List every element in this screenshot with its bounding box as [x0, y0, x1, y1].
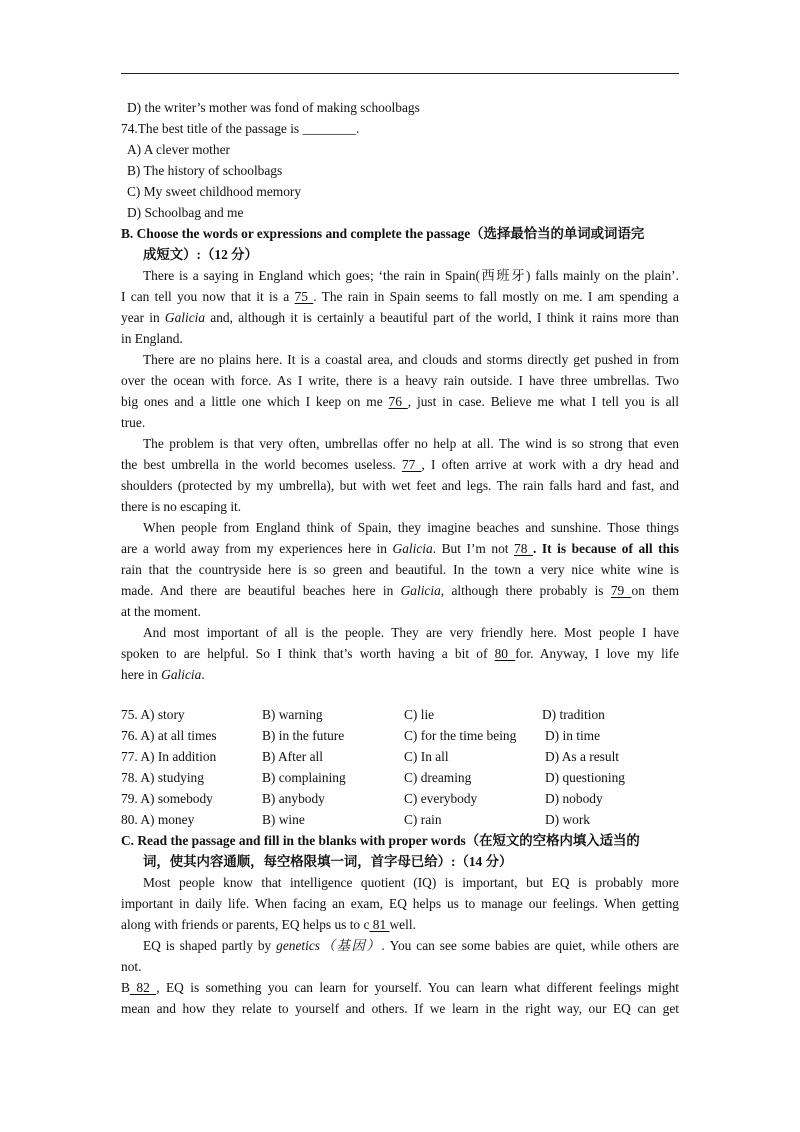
b-p3-line4: there is no escaping it. — [121, 499, 242, 514]
choice-row-78: 78. A) studying B) complaining C) dreaming D) questioning — [121, 770, 625, 785]
blank-80: 80 — [494, 646, 516, 661]
b-p1-line4: in England. — [121, 331, 183, 346]
c-p3-line2: mean and how they relate to yourself and others. If we learn in the right way, our EQ can get — [121, 1001, 679, 1016]
q74-option-c: C) My sweet childhood memory — [127, 184, 302, 199]
q74-option-b: B) The history of schoolbags — [127, 163, 283, 178]
b-p3-line3: shoulders (protected by my umbrella), but with wet feet and legs. The rain falls hard and fast, and — [121, 478, 679, 493]
b-p2-line4: true. — [121, 415, 146, 430]
q74-option-a: A) A clever mother — [127, 142, 230, 157]
blank-75: 75 — [294, 289, 314, 304]
section-b-heading: B. Choose the words or expressions and complete the passage（选择最恰当的单词或词语完 — [121, 226, 645, 241]
section-c-heading: C. Read the passage and fill in the blanks with proper words（在短文的空格内填入适当的 — [121, 833, 640, 848]
q74-option-d: D) Schoolbag and me — [127, 205, 244, 220]
choice-row-77: 77. A) In addition B) After all C) In all D) As a result — [121, 749, 620, 764]
blank-76: 76 — [388, 394, 408, 409]
c-p1-line3: along with friends or parents, EQ helps us to c 81 well. — [121, 917, 416, 932]
blank-77: 77 — [401, 457, 422, 472]
c-p3-line1: B 82 , EQ is something you can learn for yourself. You can learn what different feelings might — [121, 980, 679, 995]
exam-page — [121, 97, 679, 1019]
c-p1-line1: Most people know that intelligence quotient (IQ) is important, but EQ is probably more — [143, 875, 679, 890]
c-p2-line2: not. — [121, 959, 142, 974]
b-p1-line2: I can tell you now that it is a 75 . The rain in Spain seems to fall mostly on me. I am spending a — [121, 289, 679, 304]
header-rule — [121, 73, 679, 74]
c-p1-line2: important in daily life. When facing an exam, EQ helps us to manage our feelings. When getting — [121, 896, 679, 911]
b-p4-line2: are a world away from my experiences here in Galicia. But I’m not 78 . It is because of all this — [121, 541, 680, 556]
blank-82: 82 — [129, 980, 157, 995]
b-p1-line3: year in Galicia and, although it is certainly a beautiful part of the world, I think it rains more than — [121, 310, 680, 325]
b-p5-line3: here in Galicia. — [121, 667, 205, 682]
b-p4-line4: made. And there are beautiful beaches here in Galicia, although there probably is 79 on them — [121, 583, 679, 598]
choice-row-75: 75. A) story B) warning C) lie D) tradition — [121, 707, 605, 722]
choice-row-76: 76. A) at all times B) in the future C) for the time being D) in time — [121, 728, 601, 743]
b-p2-line3: big ones and a little one which I keep on me 76 , just in case. Believe me what I tell you is all — [121, 394, 679, 409]
blank-78: 78 — [514, 541, 533, 556]
q73-option-d: D) the writer’s mother was fond of making schoolbags — [127, 100, 420, 115]
b-p5-line1: And most important of all is the people. They are very friendly here. Most people I have — [143, 625, 679, 640]
b-p1-line1: There is a saying in England which goes; ‘the rain in Spain(西班牙) falls mainly on the plain’. — [143, 268, 679, 283]
c-p2-line1: EQ is shaped partly by genetics（基因）. You can see some babies are quiet, while others are — [143, 938, 679, 953]
q74-stem: 74.The best title of the passage is ________. — [121, 121, 360, 136]
b-p2-line1: There are no plains here. It is a coastal area, and clouds and storms directly get pushed in from — [143, 352, 679, 367]
choice-row-80: 80. A) money B) wine C) rain D) work — [121, 812, 590, 827]
b-p5-line2: spoken to are helpful. So I think that’s worth having a bit of 80 for. Anyway, I love my life — [121, 646, 679, 661]
b-p4-line3: rain that the countryside here is so green and beautiful. In the town a very nice white wine is — [121, 562, 679, 577]
choice-row-79: 79. A) somebody B) anybody C) everybody D) nobody — [121, 791, 603, 806]
b-p3-line2: the best umbrella in the world becomes useless. 77 , I often arrive at work with a dry head and — [121, 457, 680, 472]
b-p3-line1: The problem is that very often, umbrellas offer no help at all. The wind is so strong that even — [143, 436, 679, 451]
b-p4-line5: at the moment. — [121, 604, 201, 619]
section-c-heading-cont: 词，使其内容通顺，每空格限填一词，首字母已给）:（14 分） — [143, 854, 513, 869]
b-p4-line1: When people from England think of Spain, they imagine beaches and sunshine. Those things — [143, 520, 679, 535]
section-b-heading-cont: 成短文）:（12 分） — [143, 247, 258, 262]
blank-81: 81 — [369, 917, 390, 932]
blank-79: 79 — [610, 583, 632, 598]
b-p2-line2: over the ocean with force. As I write, there is a heavy rain outside. I have three umbrellas. Two — [121, 373, 679, 388]
